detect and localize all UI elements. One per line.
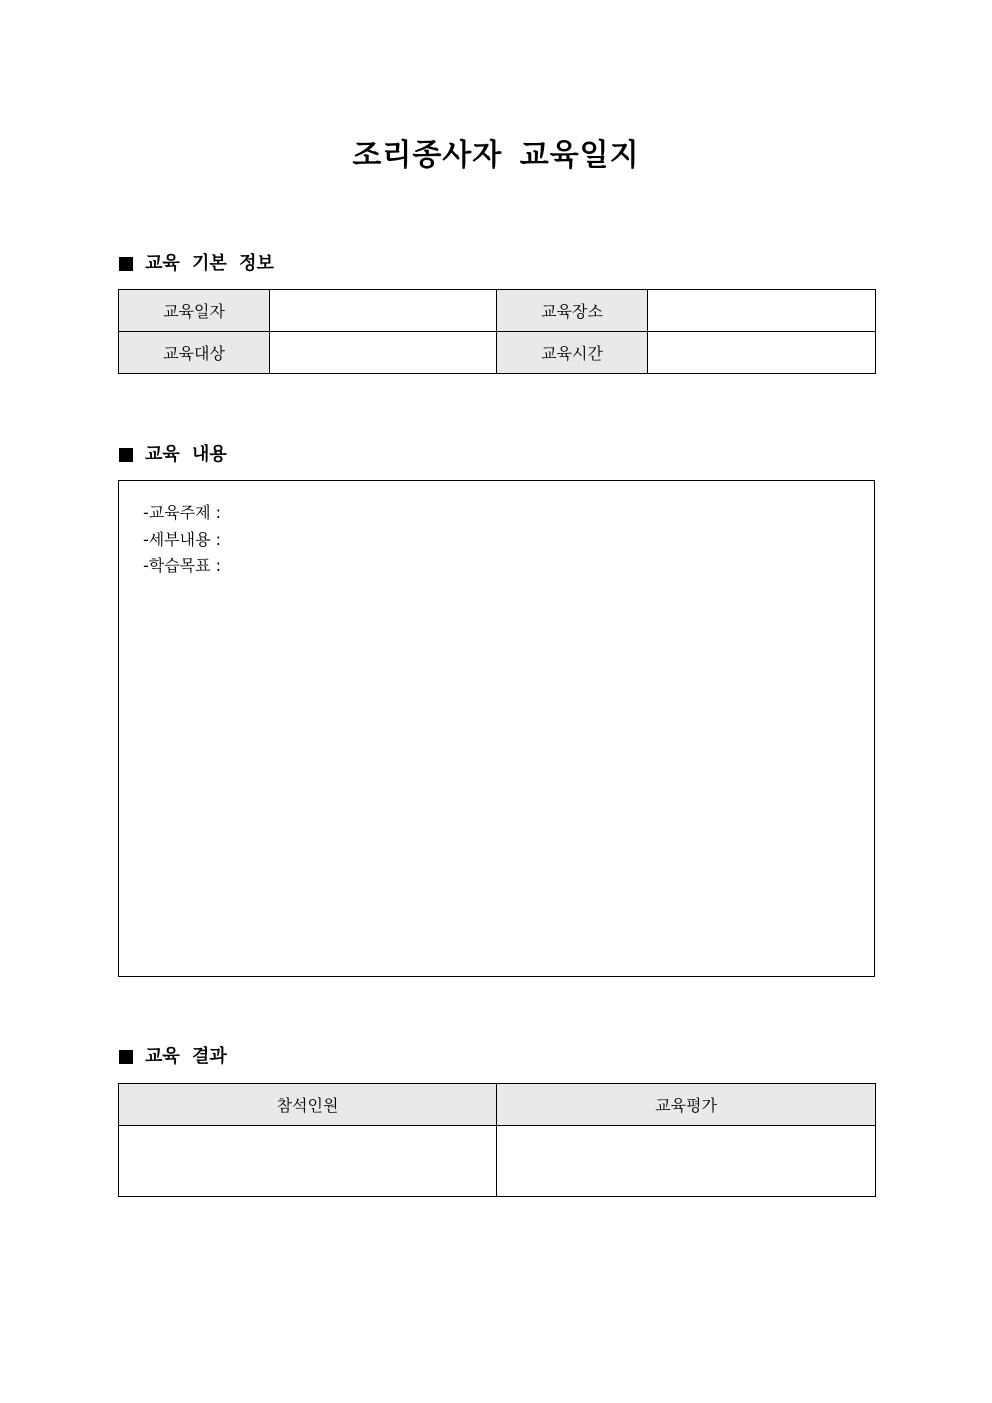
section-heading-label: 교육 결과 xyxy=(145,1046,227,1067)
section-heading-label: 교육 기본 정보 xyxy=(145,253,274,274)
evaluation-field[interactable] xyxy=(497,1126,876,1197)
details-line: -세부내용 : xyxy=(143,529,222,549)
education-target-field[interactable] xyxy=(270,332,497,374)
table-row xyxy=(119,1126,876,1197)
square-bullet-icon xyxy=(119,257,133,271)
table-row xyxy=(119,332,876,374)
evaluation-header: 교육평가 xyxy=(497,1084,876,1126)
education-target-label: 교육대상 xyxy=(119,332,270,374)
education-time-field[interactable] xyxy=(648,332,876,374)
education-time-label: 교육시간 xyxy=(497,332,648,374)
content-lines xyxy=(143,500,221,580)
topic-line: -교육주제 : xyxy=(143,503,222,522)
education-place-label: 교육장소 xyxy=(497,290,648,332)
table-header-row xyxy=(119,1084,876,1126)
education-date-field[interactable] xyxy=(270,290,497,332)
section-heading-content xyxy=(119,443,227,467)
result-table xyxy=(118,1083,876,1197)
section-heading-basic-info xyxy=(119,252,274,276)
square-bullet-icon xyxy=(119,448,133,462)
learning-goal-line: -학습목표 : xyxy=(143,556,222,575)
education-date-label: 교육일자 xyxy=(119,290,270,332)
basic-info-table xyxy=(118,289,876,374)
education-content-box[interactable] xyxy=(118,480,875,977)
table-row xyxy=(119,290,876,332)
attendees-header: 참석인원 xyxy=(119,1084,497,1126)
square-bullet-icon xyxy=(119,1050,133,1064)
section-heading-result xyxy=(119,1045,227,1069)
attendees-field[interactable] xyxy=(119,1126,497,1197)
section-heading-label: 교육 내용 xyxy=(145,444,227,465)
page-title: 조리종사자 교육일지 xyxy=(352,138,640,173)
education-place-field[interactable] xyxy=(648,290,876,332)
